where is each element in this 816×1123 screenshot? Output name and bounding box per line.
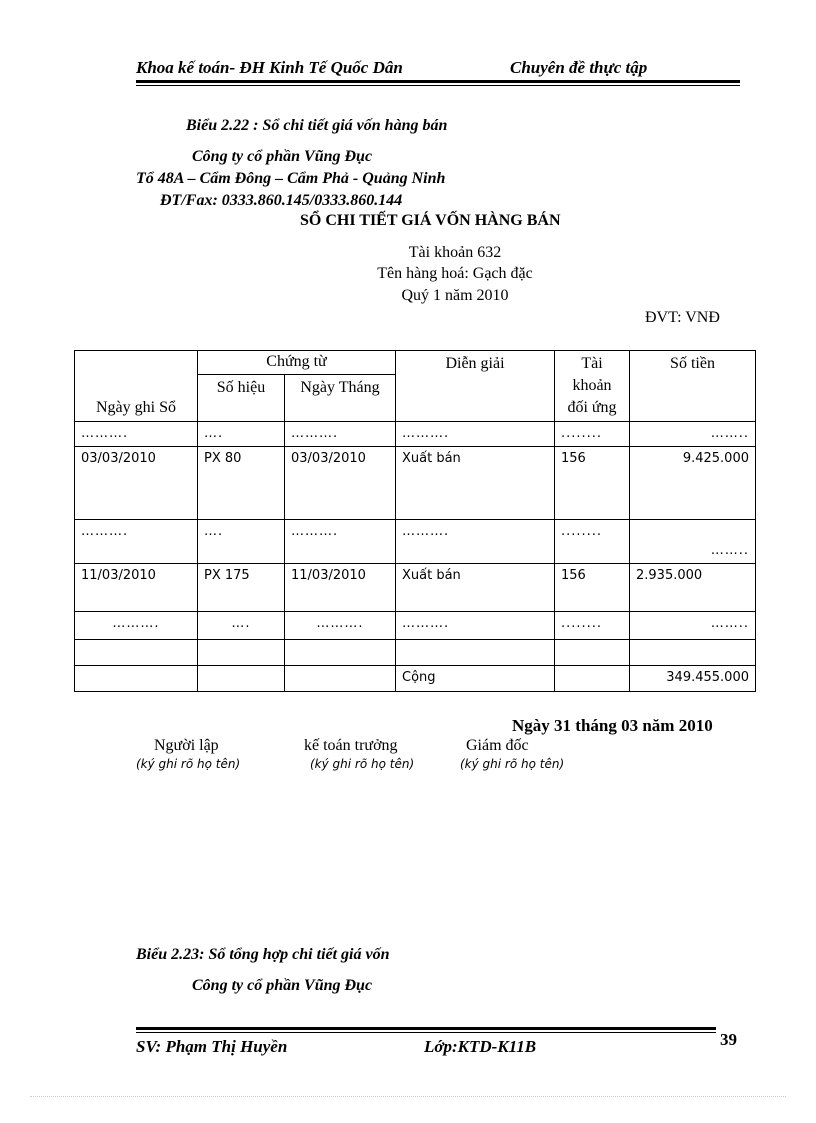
col-record-date: Ngày ghi Sổ <box>75 351 198 422</box>
cell-contra-account: ........ <box>555 612 630 640</box>
ledger-unit: ĐVT: VNĐ <box>645 309 720 326</box>
cell-amount <box>630 640 756 666</box>
cell-description: Xuất bán <box>396 447 555 520</box>
cell-description: Xuất bán <box>396 564 555 612</box>
cell-voucher-no: PX 175 <box>198 564 285 612</box>
cell-voucher-date: ………. <box>285 520 396 564</box>
header-rule <box>136 80 740 83</box>
col-description: Diễn giải <box>396 351 555 422</box>
cell-voucher-no: …. <box>198 422 285 447</box>
cell-voucher-no: …. <box>198 612 285 640</box>
cell-voucher-date <box>285 640 396 666</box>
total-label: Cộng <box>396 666 555 692</box>
cell-contra-account: ........ <box>555 520 630 564</box>
cell-record-date <box>75 640 198 666</box>
cell-amount: …….. <box>630 422 756 447</box>
cell-voucher-no <box>198 640 285 666</box>
cell-contra-account: 156 <box>555 564 630 612</box>
cell-record-date: 11/03/2010 <box>75 564 198 612</box>
col-amount: Số tiền <box>630 351 756 422</box>
cell-contra-account: 156 <box>555 447 630 520</box>
ledger-goods: Tên hàng hoá: Gạch đặc <box>377 265 533 282</box>
cell-description <box>396 640 555 666</box>
company-name: Công ty cổ phần Vũng Đục <box>192 148 373 165</box>
footer-student: SV: Phạm Thị Huyền <box>136 1037 288 1056</box>
chief-accountant-title: kế toán trưởng <box>304 737 398 754</box>
page-boundary <box>30 1096 786 1097</box>
ledger-period: Quý 1 năm 2010 <box>401 287 509 304</box>
footer-class: Lớp:KTD-K11B <box>424 1037 537 1056</box>
chief-accountant-note: (ký ghi rõ họ tên) <box>310 757 415 771</box>
next-exhibit-caption: Biểu 2.23: Sổ tổng hợp chi tiết giá vốn <box>136 946 390 963</box>
cell-record-date <box>75 666 198 692</box>
exhibit-caption: Biểu 2.22 : Sổ chi tiết giá vốn hàng bán <box>186 117 448 134</box>
cell-description: ………. <box>396 422 555 447</box>
cell-amount: …….. <box>630 612 756 640</box>
header-rule-thin <box>136 85 740 86</box>
col-voucher-no: Số hiệu <box>198 375 285 422</box>
table-row <box>75 640 756 666</box>
director-title: Giám đốc <box>466 737 529 754</box>
ledger-title: SỔ CHI TIẾT GIÁ VỐN HÀNG BÁN <box>300 212 561 229</box>
company-address: Tổ 48A – Cẩm Đông – Cẩm Phả - Quảng Ninh <box>136 170 446 187</box>
cell-voucher-date: ………. <box>285 612 396 640</box>
table-header-row <box>75 351 756 375</box>
cell-record-date: ………. <box>75 612 198 640</box>
table-row <box>75 422 756 447</box>
cell-amount: 2.935.000 <box>630 564 756 612</box>
col-voucher-date: Ngày Tháng <box>285 375 396 422</box>
footer-rule-thin <box>136 1032 716 1033</box>
col-contra-account: Tài khoản đối ứng <box>555 351 630 422</box>
col-voucher: Chứng từ <box>198 351 396 375</box>
table-row <box>75 520 756 564</box>
next-exhibit-company: Công ty cổ phần Vũng Đục <box>192 977 373 994</box>
cell-voucher-date: ………. <box>285 422 396 447</box>
cell-contra-account <box>555 640 630 666</box>
cell-amount: 9.425.000 <box>630 447 756 520</box>
cell-voucher-no <box>198 666 285 692</box>
cell-amount: …….. <box>630 520 756 564</box>
cell-voucher-no: PX 80 <box>198 447 285 520</box>
table-row <box>75 612 756 640</box>
signature-date: Ngày 31 tháng 03 năm 2010 <box>512 716 713 735</box>
cell-voucher-date: 03/03/2010 <box>285 447 396 520</box>
total-row <box>75 666 756 692</box>
footer-rule <box>136 1027 716 1030</box>
page-number: 39 <box>720 1030 737 1049</box>
cell-contra-account <box>555 666 630 692</box>
preparer-title: Người lập <box>154 737 219 754</box>
cell-contra-account: ........ <box>555 422 630 447</box>
ledger-table <box>74 350 756 692</box>
cell-record-date: ………. <box>75 422 198 447</box>
header-report-type: Chuyên đề thực tập <box>510 58 648 77</box>
cell-voucher-date <box>285 666 396 692</box>
director-note: (ký ghi rõ họ tên) <box>460 757 565 771</box>
cell-description: ………. <box>396 520 555 564</box>
ledger-account: Tài khoản 632 <box>408 244 502 261</box>
header-faculty: Khoa kế toán- ĐH Kinh Tế Quốc Dân <box>136 58 403 77</box>
table-row <box>75 564 756 612</box>
cell-voucher-no: …. <box>198 520 285 564</box>
cell-voucher-date: 11/03/2010 <box>285 564 396 612</box>
cell-record-date: 03/03/2010 <box>75 447 198 520</box>
total-amount: 349.455.000 <box>630 666 756 692</box>
cell-record-date: ………. <box>75 520 198 564</box>
table-row <box>75 447 756 520</box>
cell-description: ………. <box>396 612 555 640</box>
preparer-note: (ký ghi rõ họ tên) <box>136 757 241 771</box>
company-phone: ĐT/Fax: 0333.860.145/0333.860.144 <box>160 192 403 209</box>
